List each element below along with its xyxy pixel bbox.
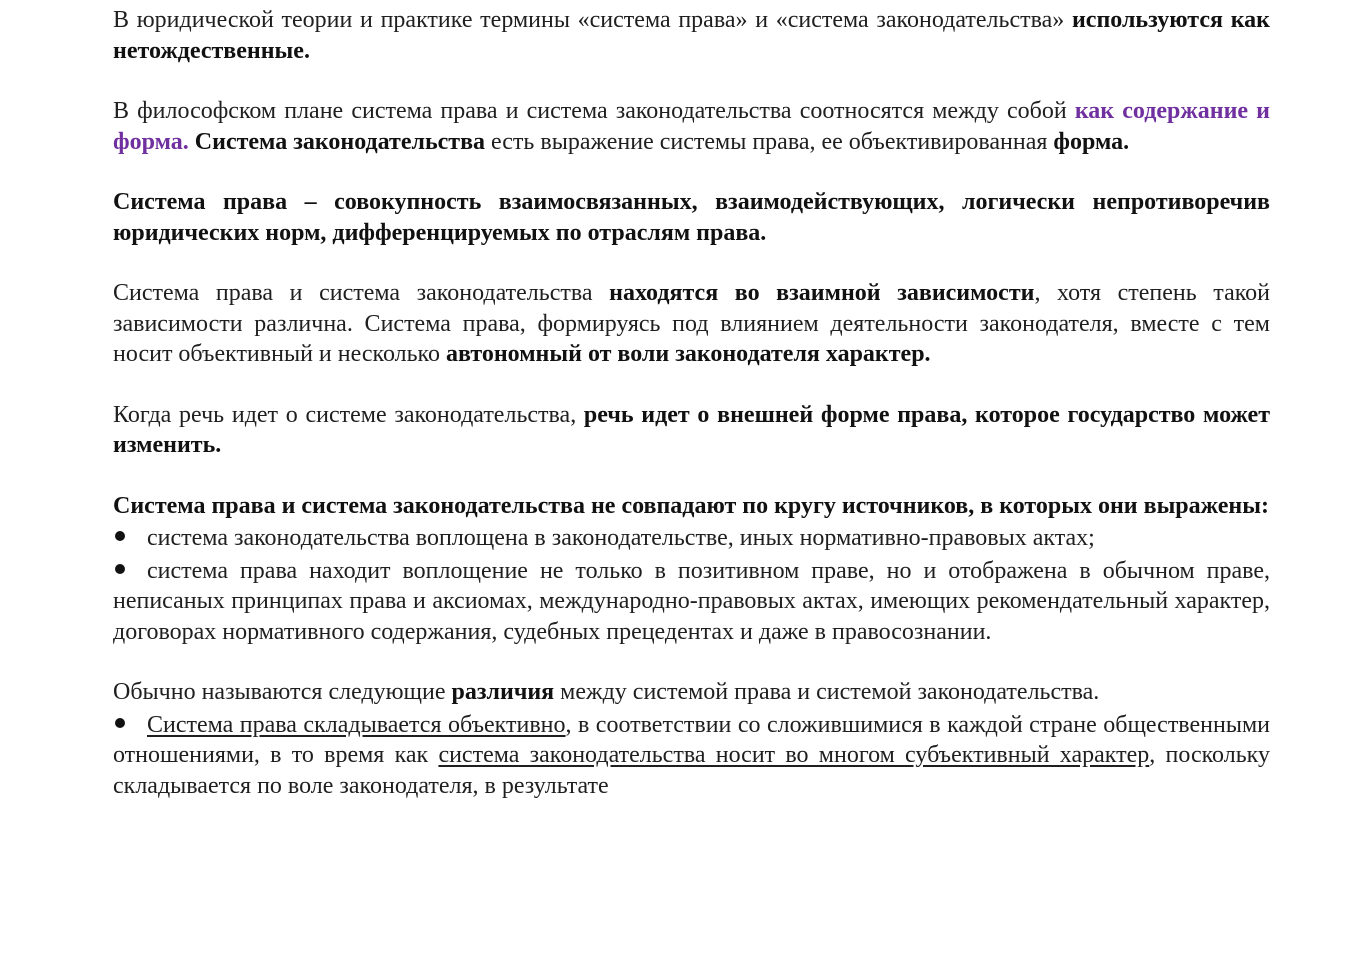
paragraph-text: есть выражение системы права, ее объективированная: [485, 128, 1054, 155]
list-item: [113, 523, 1270, 554]
highlighted-phrase: как содержание и форма.: [113, 98, 1270, 155]
document-page: [113, 5, 1270, 801]
paragraph-external-form: [113, 400, 1270, 461]
list-item-text: , в соответствии со сложившимися в каждой стране общественными отношениями, в то время как: [113, 711, 1270, 768]
paragraph-definition: [113, 187, 1270, 248]
paragraph-bold: речь идет о внешней форме права, которое государство может изменить.: [113, 401, 1270, 458]
bullet-icon: [113, 556, 147, 587]
bullet-icon: [113, 710, 147, 741]
list-item-text: система законодательства воплощена в законодательстве, иных нормативно-правовых актах;: [147, 525, 1095, 551]
paragraph-sources: [113, 491, 1270, 648]
list-item-text: система права находит воплощение не только в позитивном праве, но и отображена в обычном праве, неписаных принципах права и аксиомах, международно-правовых актах, имеющих рекомендательный характер, договорах нормативного содержания, судебных прецедентах и даже в правосознании.: [113, 557, 1270, 645]
list-item-text: , поскольку складывается по воле законодателя, в результате: [113, 742, 1270, 799]
paragraph-bold: форма.: [1053, 128, 1130, 155]
paragraph-text: В философском плане система права и система законодательства соотносятся между собой: [113, 98, 1075, 124]
paragraph-philosophy: [113, 96, 1270, 157]
underlined-phrase: Система права складывается объективно: [147, 711, 566, 738]
paragraph-text: между системой права и системой законодательства.: [554, 679, 1100, 705]
sources-heading: [113, 491, 1270, 522]
paragraph-bold: используются как нетождественные.: [113, 7, 1270, 64]
bullet-icon: [113, 523, 147, 554]
paragraph-text: Когда речь идет о системе законодательства,: [113, 401, 584, 428]
paragraph-differences: [113, 677, 1270, 801]
paragraph-bold: различия: [451, 679, 555, 705]
underlined-phrase: система законодательства носит во многом субъективный характер: [438, 742, 1150, 768]
list-item: [113, 710, 1270, 802]
paragraph-text: , хотя степень такой зависимости различна. Система права, формируясь под влиянием деятельности законодателя, вместе с тем носит объективный и несколько: [113, 280, 1271, 367]
paragraph-text: В юридической теории и практике термины «система права» и «система законодательства»: [113, 7, 1072, 33]
paragraph-terms: [113, 5, 1270, 66]
paragraph-text: Обычно называются следующие: [113, 679, 452, 705]
differences-intro: [113, 677, 1270, 708]
paragraph-text: Система права и система законодательства: [113, 280, 610, 306]
definition-bold: Система права – совокупность взаимосвязанных, взаимодействующих, логически непротиворечив юридических норм, дифференцируемых по отраслям права.: [113, 189, 1270, 246]
paragraph-bold: Система права и система законодательства не совпадают по кругу источников, в которых они выражены:: [113, 492, 1269, 519]
list-item: [113, 556, 1270, 648]
paragraph-bold: автономный от воли законодателя характер.: [446, 341, 931, 367]
paragraph-bold: Система законодательства: [188, 128, 486, 155]
paragraph-bold: находятся во взаимной зависимости: [609, 280, 1035, 306]
paragraph-dependence: [113, 278, 1270, 370]
